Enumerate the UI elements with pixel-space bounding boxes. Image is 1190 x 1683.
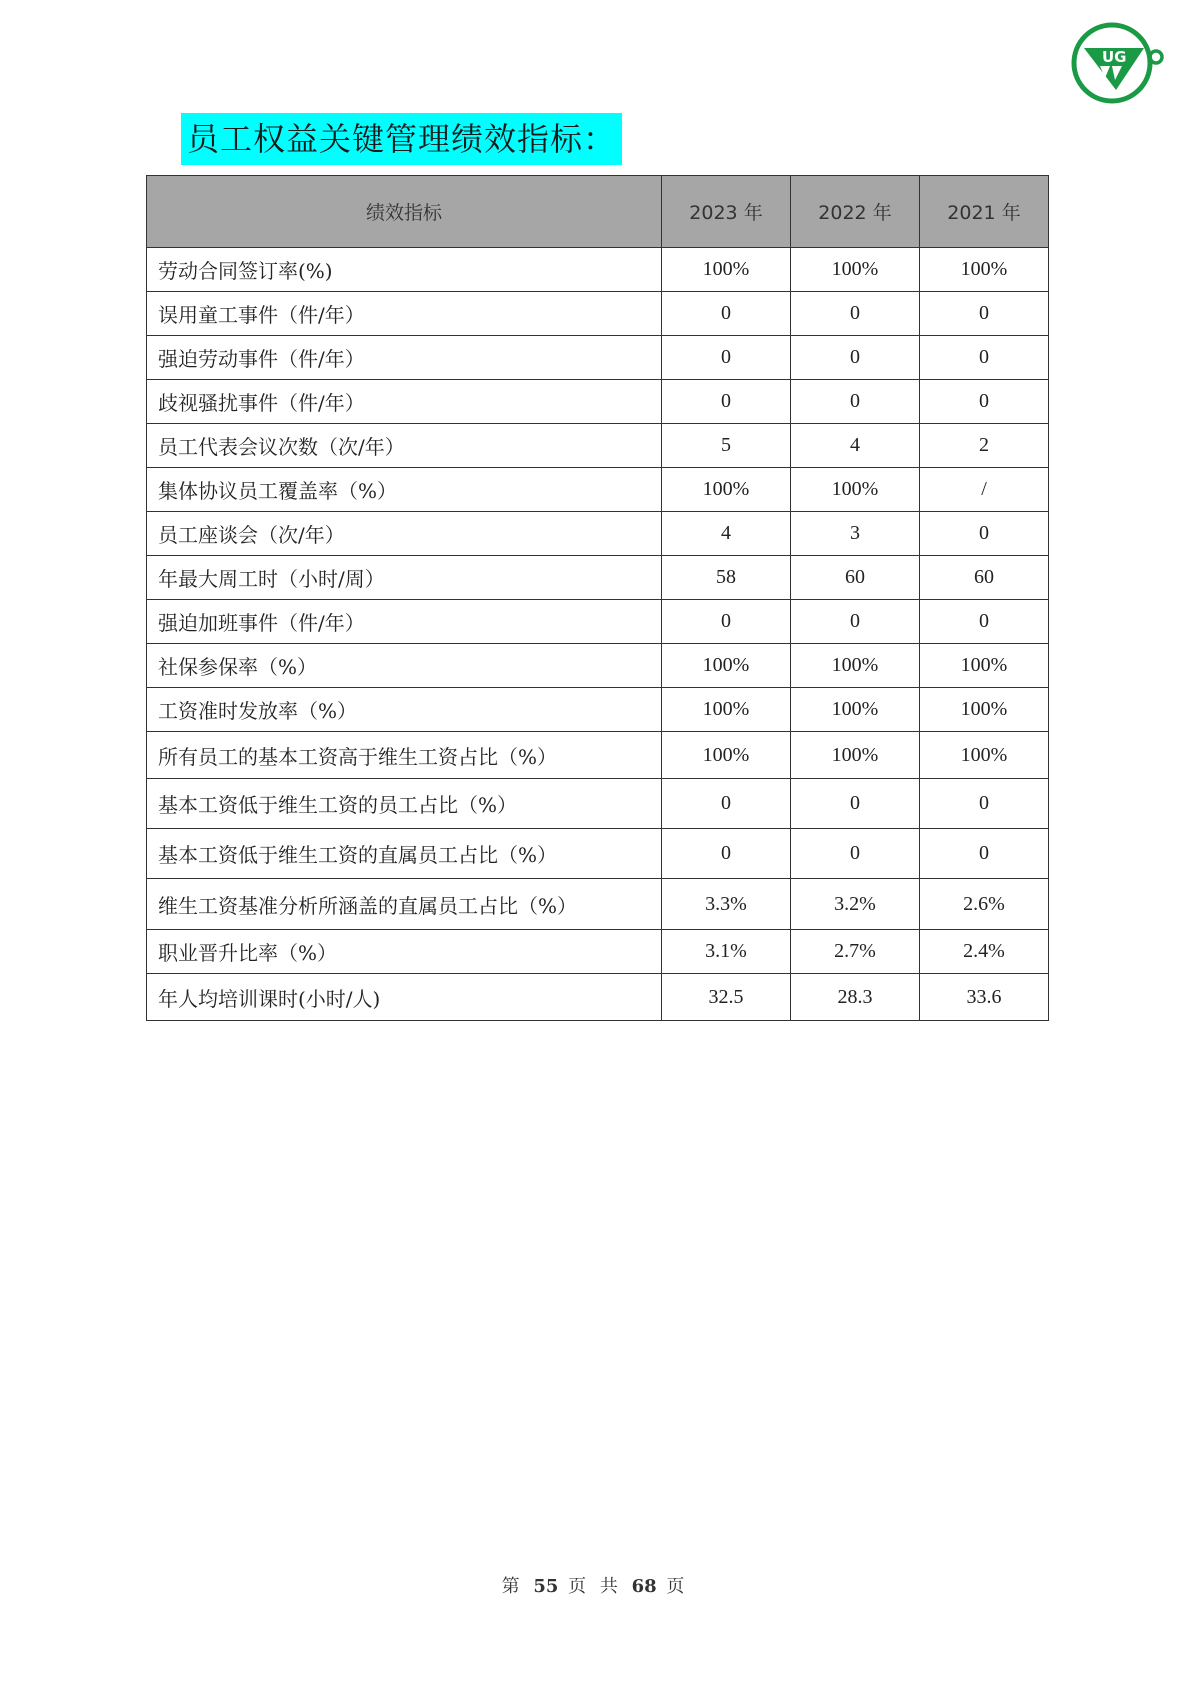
value-2022: 100% — [791, 732, 920, 779]
logo-text: UG — [1102, 48, 1127, 66]
row-label: 基本工资低于维生工资的直属员工占比（%） — [147, 829, 662, 879]
value-2022: 60 — [791, 556, 920, 600]
row-label: 社保参保率（%） — [147, 644, 662, 688]
value-2022: 2.7% — [791, 930, 920, 974]
row-label: 基本工资低于维生工资的员工占比（%） — [147, 779, 662, 829]
footer-middle: 页 共 — [568, 1576, 622, 1597]
page-footer — [0, 1572, 1190, 1598]
value-2022: 0 — [791, 600, 920, 644]
table-row — [147, 688, 1049, 732]
value-2022: 0 — [791, 336, 920, 380]
value-2021: 33.6 — [920, 974, 1049, 1021]
value-2023: 100% — [662, 468, 791, 512]
value-2021: 100% — [920, 732, 1049, 779]
page-heading: 员工权益关键管理绩效指标： — [181, 113, 622, 165]
value-2021: 0 — [920, 779, 1049, 829]
table-row — [147, 779, 1049, 829]
value-2023: 0 — [662, 600, 791, 644]
value-2021: 100% — [920, 248, 1049, 292]
value-2023: 5 — [662, 424, 791, 468]
table-row — [147, 424, 1049, 468]
row-label: 年最大周工时（小时/周） — [147, 556, 662, 600]
table-header-row — [147, 176, 1049, 248]
value-2021: 0 — [920, 600, 1049, 644]
row-label: 职业晋升比率（%） — [147, 930, 662, 974]
row-label: 劳动合同签订率(%) — [147, 248, 662, 292]
value-2021: 2.6% — [920, 879, 1049, 930]
value-2022: 0 — [791, 380, 920, 424]
value-2023: 58 — [662, 556, 791, 600]
row-label: 员工座谈会（次/年） — [147, 512, 662, 556]
row-label: 歧视骚扰事件（件/年） — [147, 380, 662, 424]
value-2023: 0 — [662, 380, 791, 424]
value-2021: 100% — [920, 688, 1049, 732]
row-label: 误用童工事件（件/年） — [147, 292, 662, 336]
value-2023: 100% — [662, 644, 791, 688]
ug-logo-icon — [1070, 18, 1165, 108]
value-2021: 0 — [920, 336, 1049, 380]
value-2022: 100% — [791, 468, 920, 512]
header-2021: 2021 年 — [920, 176, 1049, 248]
value-2022: 3.2% — [791, 879, 920, 930]
table-row — [147, 512, 1049, 556]
table-row — [147, 556, 1049, 600]
footer-page-number: 55 — [533, 1576, 559, 1597]
row-label: 强迫加班事件（件/年） — [147, 600, 662, 644]
footer-suffix: 页 — [666, 1576, 689, 1597]
table-row — [147, 468, 1049, 512]
footer-prefix: 第 — [501, 1576, 524, 1597]
value-2022: 0 — [791, 292, 920, 336]
table-row — [147, 974, 1049, 1021]
value-2023: 4 — [662, 512, 791, 556]
row-label: 维生工资基准分析所涵盖的直属员工占比（%） — [147, 879, 662, 930]
table-row — [147, 879, 1049, 930]
row-label: 强迫劳动事件（件/年） — [147, 336, 662, 380]
value-2023: 3.1% — [662, 930, 791, 974]
value-2023: 3.3% — [662, 879, 791, 930]
value-2022: 28.3 — [791, 974, 920, 1021]
value-2022: 100% — [791, 644, 920, 688]
table-row — [147, 292, 1049, 336]
value-2023: 100% — [662, 248, 791, 292]
value-2022: 100% — [791, 248, 920, 292]
row-label: 年人均培训课时(小时/人) — [147, 974, 662, 1021]
header-2023: 2023 年 — [662, 176, 791, 248]
value-2023: 0 — [662, 336, 791, 380]
header-2022: 2022 年 — [791, 176, 920, 248]
value-2023: 100% — [662, 732, 791, 779]
value-2021: 0 — [920, 380, 1049, 424]
value-2023: 32.5 — [662, 974, 791, 1021]
value-2023: 0 — [662, 292, 791, 336]
table-row — [147, 644, 1049, 688]
value-2022: 0 — [791, 779, 920, 829]
footer-total-pages: 68 — [631, 1576, 657, 1597]
table-row — [147, 380, 1049, 424]
table-row — [147, 732, 1049, 779]
value-2021: 0 — [920, 292, 1049, 336]
value-2023: 0 — [662, 779, 791, 829]
table-row — [147, 930, 1049, 974]
value-2022: 3 — [791, 512, 920, 556]
table-row — [147, 248, 1049, 292]
row-label: 集体协议员工覆盖率（%） — [147, 468, 662, 512]
row-label: 员工代表会议次数（次/年） — [147, 424, 662, 468]
value-2021: 100% — [920, 644, 1049, 688]
value-2022: 100% — [791, 688, 920, 732]
value-2023: 0 — [662, 829, 791, 879]
header-indicator: 绩效指标 — [147, 176, 662, 248]
kpi-table — [146, 175, 1049, 1021]
table-row — [147, 829, 1049, 879]
table-row — [147, 600, 1049, 644]
value-2022: 0 — [791, 829, 920, 879]
row-label: 工资准时发放率（%） — [147, 688, 662, 732]
value-2021: 60 — [920, 556, 1049, 600]
value-2021: 2.4% — [920, 930, 1049, 974]
value-2021: 0 — [920, 512, 1049, 556]
value-2021: 2 — [920, 424, 1049, 468]
value-2023: 100% — [662, 688, 791, 732]
value-2021: 0 — [920, 829, 1049, 879]
value-2022: 4 — [791, 424, 920, 468]
row-label: 所有员工的基本工资高于维生工资占比（%） — [147, 732, 662, 779]
table-row — [147, 336, 1049, 380]
value-2021: / — [920, 468, 1049, 512]
